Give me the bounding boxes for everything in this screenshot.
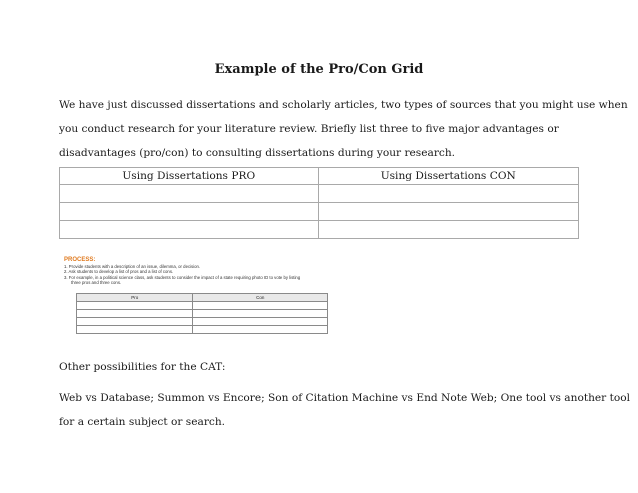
other-possibilities-label bbox=[59, 355, 589, 379]
process-step: 3. For example, in a political science class, ask students to consider the impact of a state requiring photo ID to vote by listing bbox=[64, 274, 301, 280]
table-row bbox=[60, 185, 579, 203]
process-cell bbox=[193, 302, 328, 310]
process-cell bbox=[193, 326, 328, 334]
con-cell[interactable] bbox=[318, 185, 579, 203]
process-step: three pros and three cons. bbox=[71, 280, 122, 286]
pro-con-grid bbox=[59, 167, 579, 239]
pro-cell[interactable] bbox=[60, 203, 319, 221]
process-heading: PROCESS: bbox=[64, 257, 96, 263]
other-line: for a certain subject or search. bbox=[59, 416, 226, 428]
process-cell bbox=[77, 318, 193, 326]
process-cell bbox=[77, 326, 193, 334]
process-example-image bbox=[64, 257, 330, 339]
process-cell bbox=[77, 310, 193, 318]
con-cell[interactable] bbox=[318, 203, 579, 221]
table-row bbox=[60, 203, 579, 221]
other-possibilities-paragraph bbox=[59, 386, 631, 434]
table-row bbox=[77, 326, 328, 334]
process-step: 1. Provide students with a description of an issue, dilemma, or decision. bbox=[64, 264, 201, 269]
process-cell bbox=[77, 302, 193, 310]
intro-line: you conduct research for your literature review. Briefly list three to five major advantages or bbox=[59, 123, 559, 135]
process-cell bbox=[193, 318, 328, 326]
grid-header-row bbox=[60, 168, 579, 185]
intro-line: We have just discussed dissertations and scholarly articles, two types of sources that you might use when bbox=[59, 99, 628, 111]
process-pro-header: Pro bbox=[77, 294, 193, 302]
con-cell[interactable] bbox=[318, 221, 579, 239]
table-row bbox=[77, 310, 328, 318]
pro-column-header: Using Dissertations PRO bbox=[60, 168, 319, 185]
process-cell bbox=[193, 310, 328, 318]
pro-cell[interactable] bbox=[60, 185, 319, 203]
other-line: Web vs Database; Summon vs Encore; Son of Citation Machine vs End Note Web; One tool vs another tool bbox=[59, 392, 631, 404]
table-row bbox=[60, 221, 579, 239]
table-row bbox=[77, 302, 328, 310]
process-header-row bbox=[77, 294, 328, 302]
other-label-text: Other possibilities for the CAT: bbox=[59, 361, 226, 373]
con-column-header: Using Dissertations CON bbox=[318, 168, 579, 185]
process-example-table bbox=[76, 293, 328, 334]
pro-cell[interactable] bbox=[60, 221, 319, 239]
process-step: 2. Ask students to develop a list of pros and a list of cons. bbox=[64, 269, 174, 275]
table-row bbox=[77, 318, 328, 326]
page-title: Example of the Pro/Con Grid bbox=[214, 62, 424, 77]
process-con-header: Con bbox=[193, 294, 328, 302]
intro-paragraph bbox=[59, 93, 628, 165]
intro-line: disadvantages (pro/con) to consulting dissertations during your research. bbox=[59, 147, 456, 159]
